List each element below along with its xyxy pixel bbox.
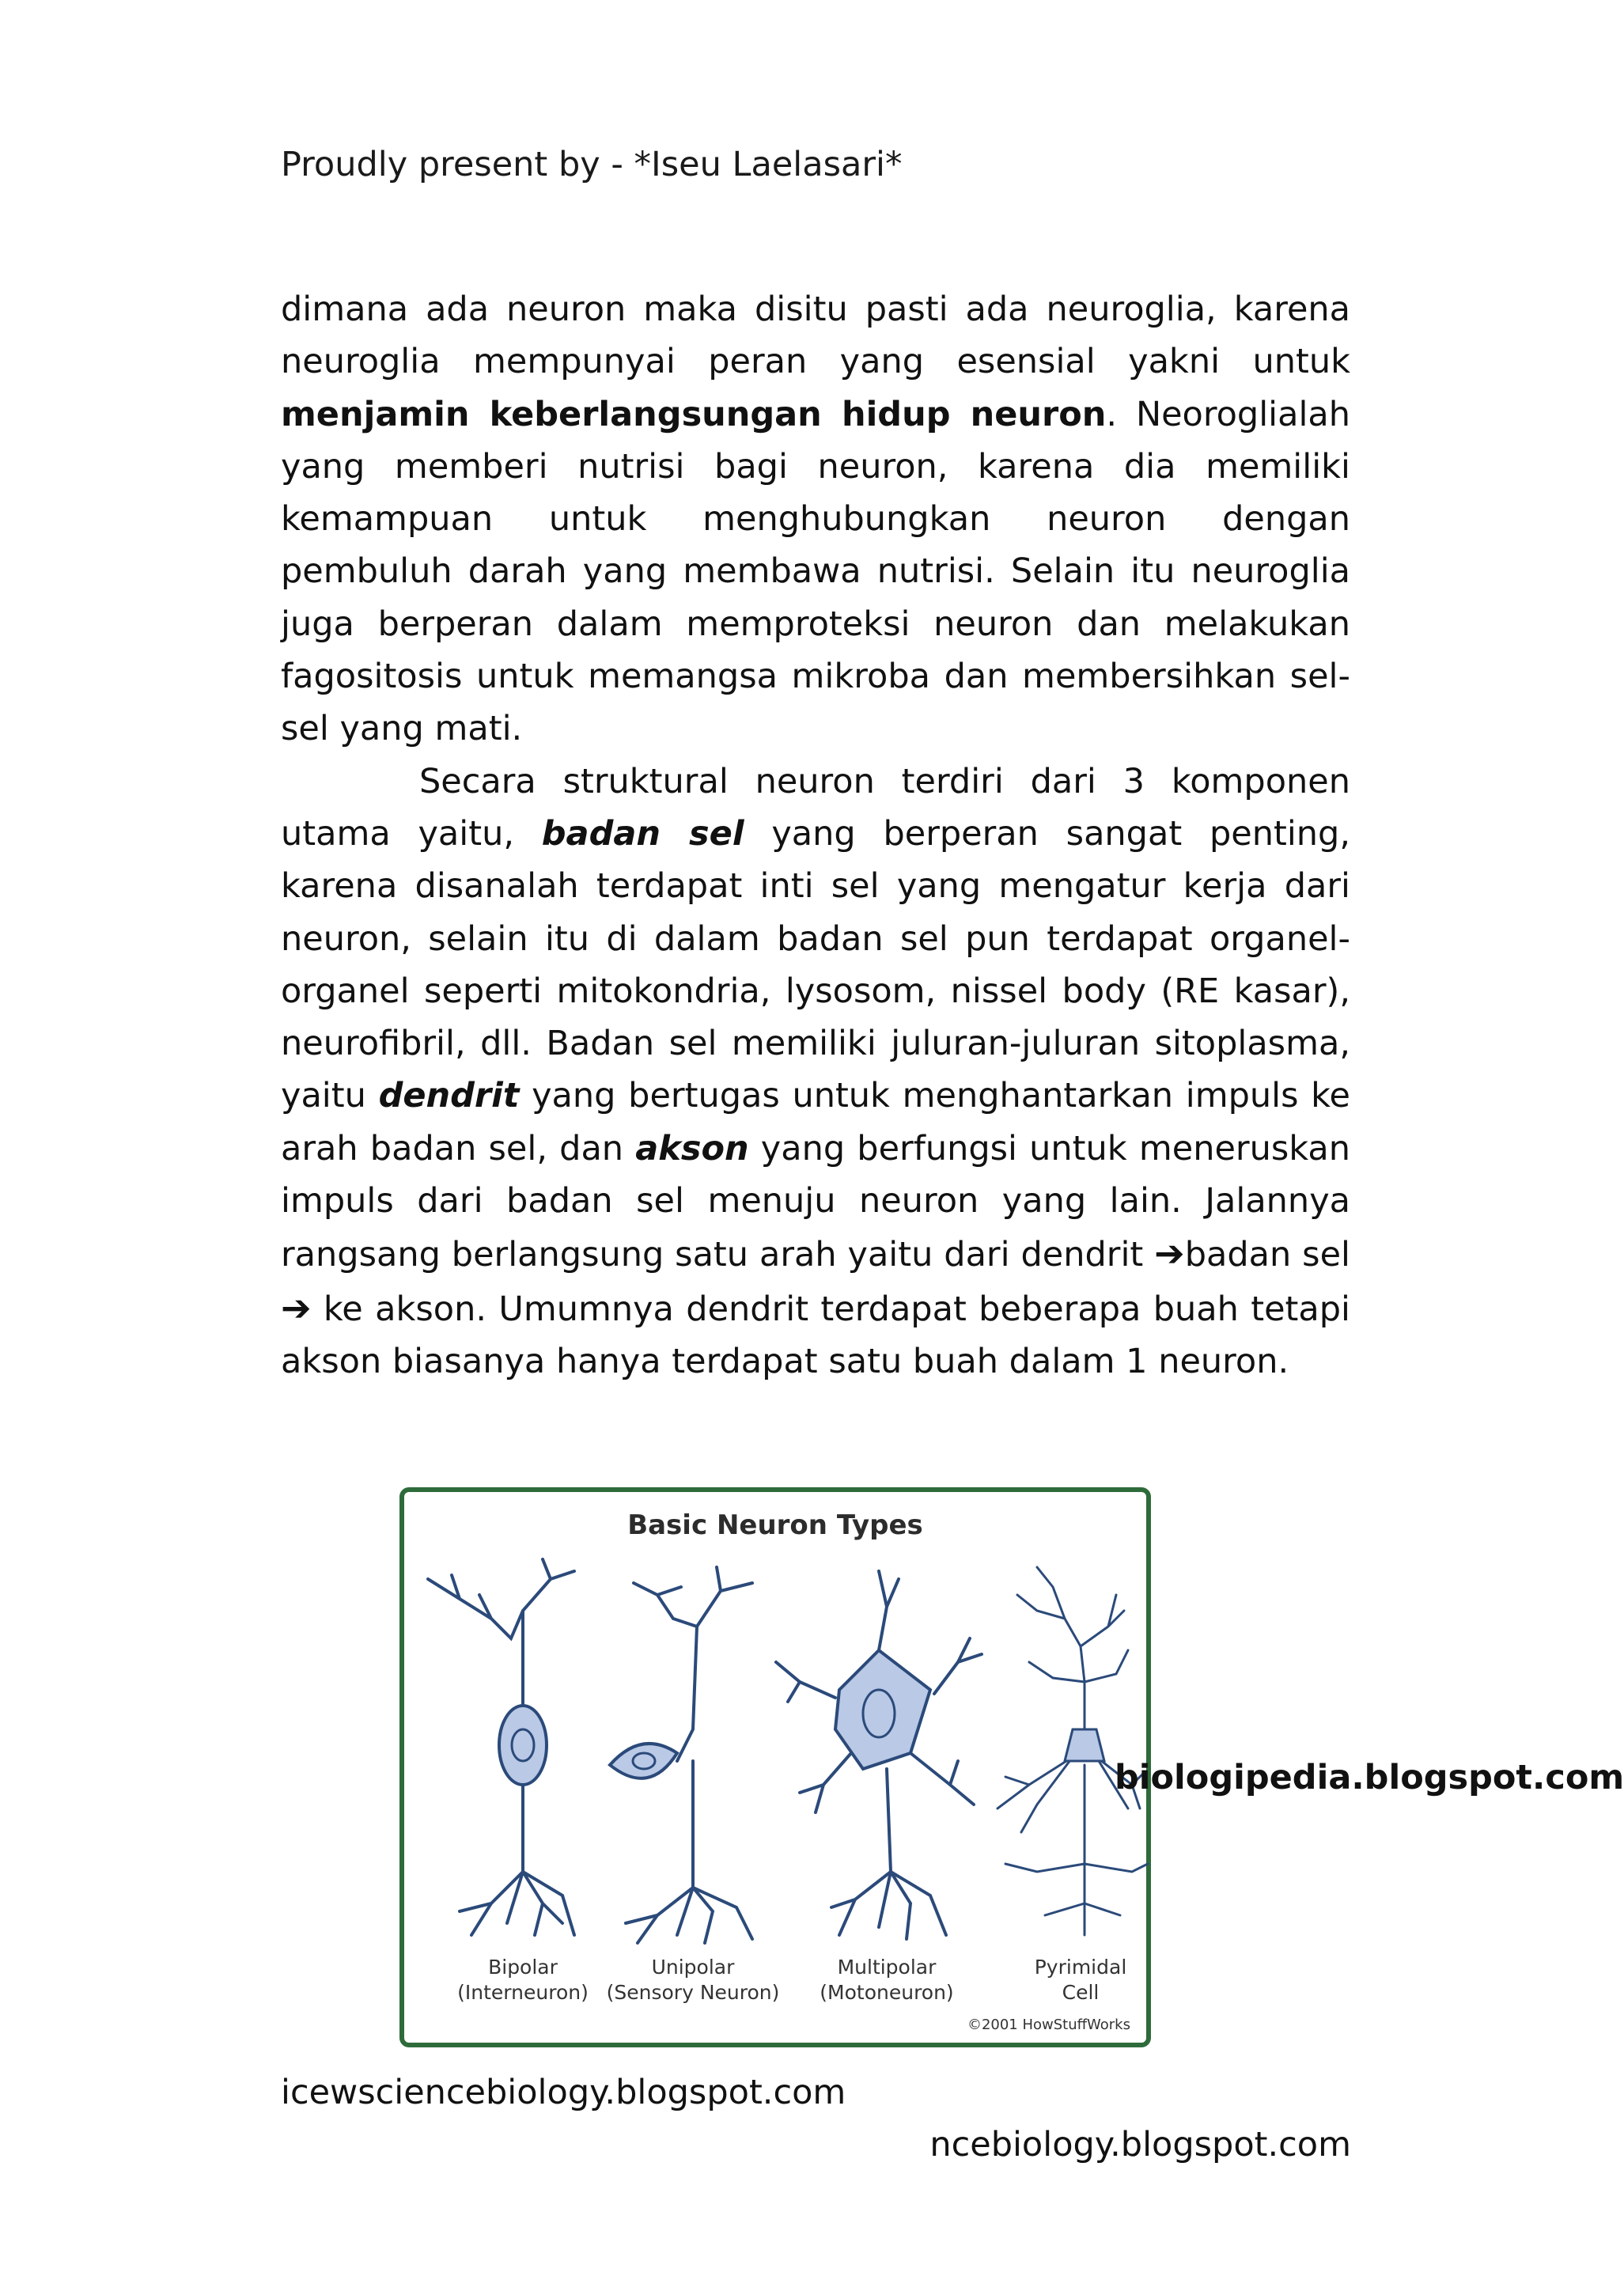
caption-pyramidal [990,1955,1172,2005]
main-text [281,283,1350,1388]
watermark-bottom-right: ncebiology.blogspot.com [929,2125,1351,2164]
watermark-text: biologipedia.blogspot.com [1115,1758,1624,1797]
watermark-right [1115,1758,1624,1797]
paragraph-neuroglia [281,283,1350,756]
text-run: yang berperan sangat penting, karena disanalah terdapat inti sel yang mengatur kerja dari neuron, selain itu di dalam badan sel pun terdapat organel-organel seperti mitokondria, lysosom, nissel body (RE kasar), neurofibril, dll. Badan sel memiliki juluran-juluran sitoplasma, yaitu [281,813,1350,1116]
term-badan-sel: badan sel [541,813,744,854]
paragraph-structure [281,756,1350,1388]
text-run: dimana ada neuron maka disitu pasti ada neuroglia, karena neuroglia mempunyai peran yang esensial yakni untuk [281,290,1350,382]
caption-line: Multipolar [837,1956,937,1979]
caption-line: Bipolar [488,1956,558,1979]
text-run: ke akson. Umumnya dendrit terdapat beberapa buah tetapi akson biasanya hanya terdapat satu buah dalam 1 neuron. [281,1289,1350,1381]
caption-line: Cell [1062,1981,1100,2004]
caption-multipolar [796,1955,978,2005]
caption-line: Pyrimidal [1034,1956,1127,1979]
text-run: . Neoroglialah yang memberi nutrisi bagi neuron, karena dia memiliki kemampuan untuk menghubungkan neuron dengan pembuluh darah yang membawa nutrisi. Selain itu neuroglia juga berperan dalam memproteksi neuron dan melakukan fagositosis untuk memangsa mikroba dan membersihkan sel-sel yang mati. [281,394,1350,749]
caption-line: (Motoneuron) [820,1981,954,2004]
arrow-right-icon: ➔ [1154,1232,1185,1275]
arrow-right-icon: ➔ [281,1286,312,1329]
watermark-left: icewsciencebiology.blogspot.com [281,2073,846,2112]
caption-unipolar [602,1955,784,2005]
figure-copyright: ©2001 HowStuffWorks [967,2017,1130,2033]
neuron-types-figure [399,1487,1151,2047]
caption-bipolar [432,1955,614,2005]
text-run: yang berfungsi untuk meneruskan impuls dari badan sel menuju neuron yang lain. Jalannya rangsang berlangsung satu arah yaitu dari dendrit [281,1128,1350,1275]
figure-title: Basic Neuron Types [627,1509,923,1541]
text-run: Secara struktural neuron terdiri dari 3 komponen utama yaitu, [281,761,1350,854]
bold-phrase: menjamin keberlangsungan hidup neuron [281,394,1107,434]
term-akson: akson [635,1128,749,1168]
page-header: Proudly present by - *Iseu Laelasari* [281,145,903,184]
text-run: yang bertugas untuk menghantarkan impuls ke arah badan sel, dan [281,1076,1350,1168]
text-run: badan sel [1184,1235,1350,1275]
term-dendrit: dendrit [378,1076,520,1116]
caption-line: (Interneuron) [457,1981,589,2004]
caption-line: Unipolar [651,1956,735,1979]
caption-line: (Sensory Neuron) [606,1981,780,2004]
